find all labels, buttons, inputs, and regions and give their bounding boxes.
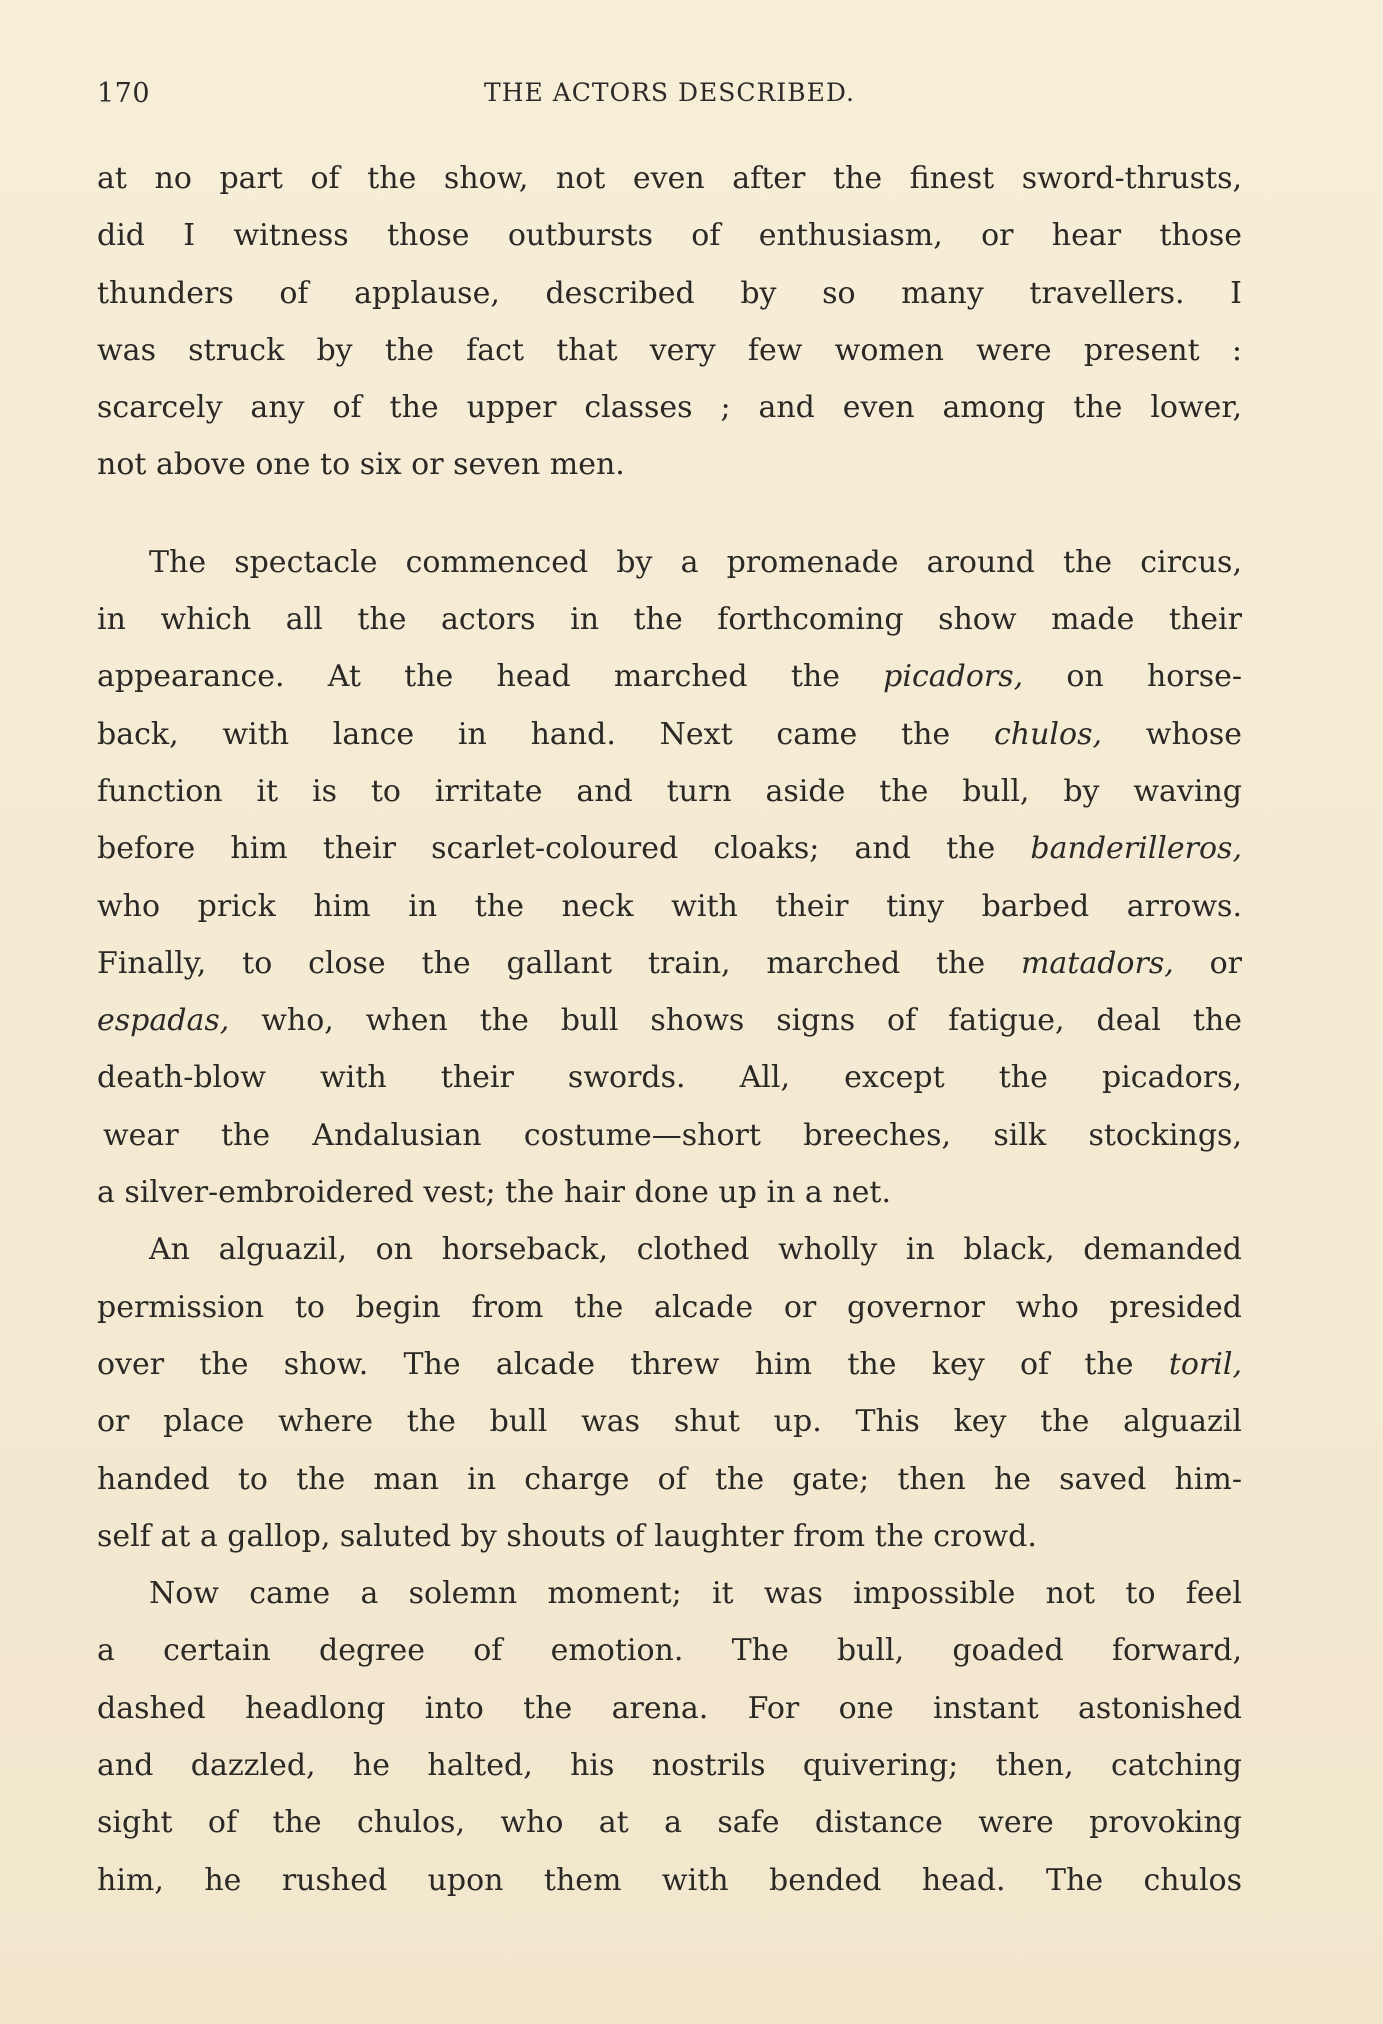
text-line: sight of the chulos, who at a safe distance were provoking	[97, 1805, 1242, 1841]
italic-term: toril,	[1168, 1346, 1242, 1382]
italic-term: banderilleros,	[1030, 831, 1242, 867]
running-head: THE ACTORS DESCRIBED.	[484, 78, 855, 107]
text-span: who, when the bull shows signs of fatigue, deal the	[229, 1003, 1242, 1039]
text-line: Now came a solemn moment; it was impossible not to feel	[149, 1576, 1242, 1612]
text-line: death-blow with their swords. All, except the picadors,	[97, 1060, 1242, 1096]
page-number: 170	[97, 78, 151, 109]
text-line: not above one to six or seven men.	[97, 447, 625, 483]
text-line	[97, 935, 1242, 992]
text-line: permission to begin from the alcade or governor who presided	[97, 1289, 1242, 1325]
text-line: him, he rushed upon them with bended head. The chulos	[97, 1862, 1242, 1898]
text-span: Finally, to close the gallant train, marched the	[97, 945, 1021, 981]
text-line	[97, 706, 1242, 763]
text-span: over the show. The alcade threw him the key of the	[97, 1346, 1169, 1382]
text-line: or place where the bull was shut up. This key the alguazil	[97, 1404, 1242, 1440]
paragraph-3	[97, 1221, 1242, 1565]
text-line: did I witness those outbursts of enthusiasm, or hear those	[97, 218, 1242, 254]
text-line: wear the Andalusian costume—short breeches, silk stockings,	[103, 1117, 1242, 1153]
text-line	[97, 820, 1242, 877]
paragraph-2	[97, 534, 1242, 1222]
text-line	[97, 1336, 1242, 1393]
text-line: in which all the actors in the forthcoming show made their	[97, 602, 1242, 638]
text-line: The spectacle commenced by a promenade around the circus,	[149, 544, 1242, 580]
text-line: was struck by the fact that very few women were present :	[97, 332, 1242, 368]
text-span: back, with lance in hand. Next came the	[97, 716, 994, 752]
text-span: appearance. At the head marched the	[97, 659, 884, 695]
text-line: handed to the man in charge of the gate; then he saved him-	[97, 1461, 1242, 1497]
text-line: An alguazil, on horseback, clothed wholly in black, demanded	[149, 1232, 1242, 1268]
text-line: and dazzled, he halted, his nostrils quivering; then, catching	[97, 1748, 1242, 1784]
italic-term: matadors,	[1020, 945, 1174, 981]
paragraph-gap	[97, 494, 1242, 534]
text-line: a certain degree of emotion. The bull, goaded forward,	[97, 1633, 1242, 1669]
body-text	[97, 150, 1242, 1909]
text-span: before him their scarlet-coloured cloaks; and the	[97, 831, 1031, 867]
text-line: a silver-embroidered vest; the hair done up in a net.	[97, 1175, 892, 1211]
italic-term: chulos,	[993, 716, 1103, 752]
text-span: or	[1173, 945, 1242, 981]
text-line: scarcely any of the upper classes ; and even among the lower,	[97, 390, 1242, 426]
text-line	[97, 992, 1242, 1049]
italic-term: espadas,	[97, 1003, 230, 1039]
page-header	[97, 78, 1242, 118]
text-span: whose	[1102, 716, 1242, 752]
text-span: on horse-	[1023, 659, 1242, 695]
text-line: dashed headlong into the arena. For one instant astonished	[97, 1690, 1242, 1726]
text-line	[97, 648, 1242, 705]
text-line: self at a gallop, saluted by shouts of laughter from the crowd.	[97, 1518, 1037, 1554]
text-line: who prick him in the neck with their tiny barbed arrows.	[97, 888, 1242, 924]
paragraph-1	[97, 150, 1242, 494]
italic-term: picadors,	[883, 659, 1024, 695]
text-line: thunders of applause, described by so many travellers. I	[97, 275, 1242, 311]
text-line: function it is to irritate and turn aside the bull, by waving	[97, 773, 1242, 809]
text-line: at no part of the show, not even after the finest sword-thrusts,	[97, 161, 1242, 196]
paragraph-4	[97, 1565, 1242, 1909]
